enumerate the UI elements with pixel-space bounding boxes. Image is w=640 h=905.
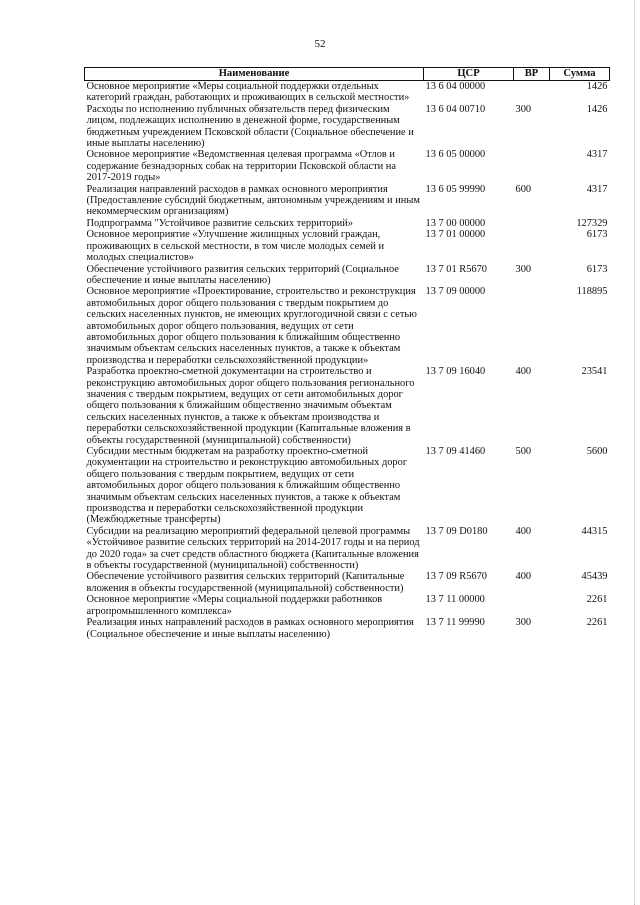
row-csr-cell: 13 6 05 00000	[425, 149, 486, 161]
row-sum-cell: 4317	[586, 183, 608, 195]
row-name-cell: Подпрограмма "Устойчивое развитие сельских территорий»	[86, 217, 353, 229]
row-name-cell: Основное мероприятие «Ведомственная целевая программа «Отлов и содержание безнадзорных собак на территории Псковской области на 2017-2019 годы»	[86, 149, 396, 184]
row-name-cell: Обеспечение устойчивого развития сельских территорий (Социальное обеспечение и иные выплаты населению)	[86, 263, 399, 286]
row-sum-cell: 45439	[581, 571, 608, 583]
row-csr-cell: 13 7 09 41460	[425, 446, 486, 457]
row-sum-cell: 44315	[581, 525, 608, 537]
table-row	[85, 366, 610, 446]
budget-table	[84, 67, 610, 640]
row-vr-cell: 500	[515, 446, 532, 457]
row-name-cell: Расходы по исполнению публичных обязательств перед физическим лицом, подлежащих исполнению в денежной форме, государственным бюджетным учреждением Псковской области (Социальное обеспечение и иные выплаты населению)	[86, 103, 414, 150]
table-row	[85, 104, 610, 150]
table-row	[85, 218, 610, 229]
row-vr-cell: 300	[515, 263, 532, 275]
row-sum-cell: 127329	[576, 217, 608, 229]
row-csr-cell: 13 7 01 R5670	[425, 263, 487, 275]
row-vr-cell: 300	[515, 103, 532, 115]
row-vr-cell	[514, 218, 550, 229]
row-name-cell: Основное мероприятие «Проектирование, строительство и реконструкция автомобильных дорог общего пользования с твердым покрытием до сельских населенных пунктов, не имеющих круглогодичной связи с сетью автомобильных дорог общего пользования, ведущих от сети автомобильных дорог общего пользования к ближайшим общественно значимым объектам сельских населенных пунктов, а также к объектам производства и переработки сельскохозяйственной продукции»	[86, 286, 417, 366]
row-vr-cell	[514, 594, 550, 617]
row-sum-cell: 23541	[581, 366, 608, 378]
row-csr-cell: 13 7 11 00000	[425, 594, 485, 606]
table-row	[85, 286, 610, 366]
table-row	[85, 81, 610, 104]
row-csr-cell: 13 7 09 D0180	[425, 525, 488, 537]
row-csr-cell: 13 7 00 00000	[425, 217, 486, 229]
row-csr-cell: 13 7 01 00000	[425, 229, 486, 241]
column-header-sum: Сумма	[550, 68, 610, 81]
row-name-cell: Основное мероприятие «Меры социальной поддержки работников агропромышленного комплекса»	[86, 594, 383, 617]
row-csr-cell: 13 7 11 99990	[425, 617, 485, 629]
row-sum-cell: 2261	[586, 594, 608, 606]
row-sum-cell: 118895	[576, 286, 608, 298]
row-name-cell: Субсидии местным бюджетам на разработку проектно-сметной документации на строительство и реконструкцию автомобильных дорог общего пользования с твердым покрытием, ведущих от сети автомобильных дорог общего пользования к ближайшим общественно значимым объектам сельских населенных пунктов, а также к объектам производства и переработки сельскохозяйственной продукции (Межбюджетные трансферты)	[86, 446, 408, 526]
row-name-cell: Основное мероприятие «Улучшение жилищных условий граждан, проживающих в сельской местности, в том числе молодых семей и молодых специалистов»	[86, 229, 385, 264]
row-csr-cell: 13 7 09 00000	[425, 286, 486, 298]
table-row	[85, 526, 610, 572]
row-vr-cell	[514, 81, 550, 104]
row-name-cell: Обеспечение устойчивого развития сельских территорий (Капитальные вложения в объекты государственной (муниципальной) собственности)	[86, 571, 405, 594]
row-csr-cell: 13 7 09 R5670	[425, 571, 487, 583]
column-header-vr: ВР	[514, 68, 550, 81]
row-sum-cell: 1426	[586, 103, 608, 115]
table-row	[85, 149, 610, 183]
row-csr-cell: 13 7 09 16040	[425, 366, 486, 378]
scan-edge-line	[634, 0, 635, 905]
table-row	[85, 264, 610, 287]
row-vr-cell: 400	[515, 366, 532, 378]
column-header-csr: ЦСР	[424, 68, 514, 81]
table-header-row	[85, 68, 610, 81]
row-vr-cell	[514, 229, 550, 263]
table-row	[85, 571, 610, 594]
row-vr-cell: 600	[515, 183, 532, 195]
row-sum-cell: 5600	[586, 446, 608, 457]
table-row	[85, 446, 610, 526]
table-row	[85, 617, 610, 640]
row-sum-cell: 6173	[586, 229, 608, 241]
row-sum-cell: 4317	[586, 149, 608, 161]
row-sum-cell: 1426	[586, 81, 608, 92]
row-vr-cell	[514, 149, 550, 183]
row-vr-cell: 400	[515, 525, 532, 537]
row-name-cell: Разработка проектно-сметной документации на строительство и реконструкцию автомобильных дорог общего пользования регионального значения с твердым покрытием, ведущих от сети автомобильных дорог общего пользования к ближайшим общественно значимым объектам сельских населенных пунктов, а также к объектам производства и переработки сельскохозяйственной продукции (Капитальные вложения в объекты государственной (муниципальной) собственности)	[86, 366, 415, 446]
row-csr-cell: 13 6 04 00710	[425, 103, 486, 115]
row-name-cell: Основное мероприятие «Меры социальной поддержки отдельных категорий граждан, работающих и проживающих в сельской местности»	[86, 81, 410, 104]
row-vr-cell: 400	[515, 571, 532, 583]
row-name-cell: Реализация направлений расходов в рамках основного мероприятия (Предоставление субсидий бюджетным, автономным учреждениям и иным некоммерческим организациям)	[86, 183, 420, 218]
row-sum-cell: 2261	[586, 617, 608, 629]
row-csr-cell: 13 6 04 00000	[425, 81, 486, 92]
row-vr-cell: 300	[515, 617, 532, 629]
page-number: 52	[314, 38, 326, 50]
row-sum-cell: 6173	[586, 263, 608, 275]
column-header-name: Наименование	[85, 68, 424, 81]
row-csr-cell: 13 6 05 99990	[425, 183, 486, 195]
table-row	[85, 229, 610, 263]
row-vr-cell	[514, 286, 550, 366]
row-name-cell: Реализация иных направлений расходов в рамках основного мероприятия (Социальное обеспечение и иные выплаты населению)	[86, 617, 414, 640]
row-name-cell: Субсидии на реализацию мероприятий федеральной целевой программы «Устойчивое развитие сельских территорий на 2014-2017 годы и на период до 2020 года» за счет средств областного бюджета (Капитальные вложения в объекты государственной (муниципальной) собственности)	[86, 525, 420, 572]
table-row	[85, 594, 610, 617]
table-row	[85, 184, 610, 218]
